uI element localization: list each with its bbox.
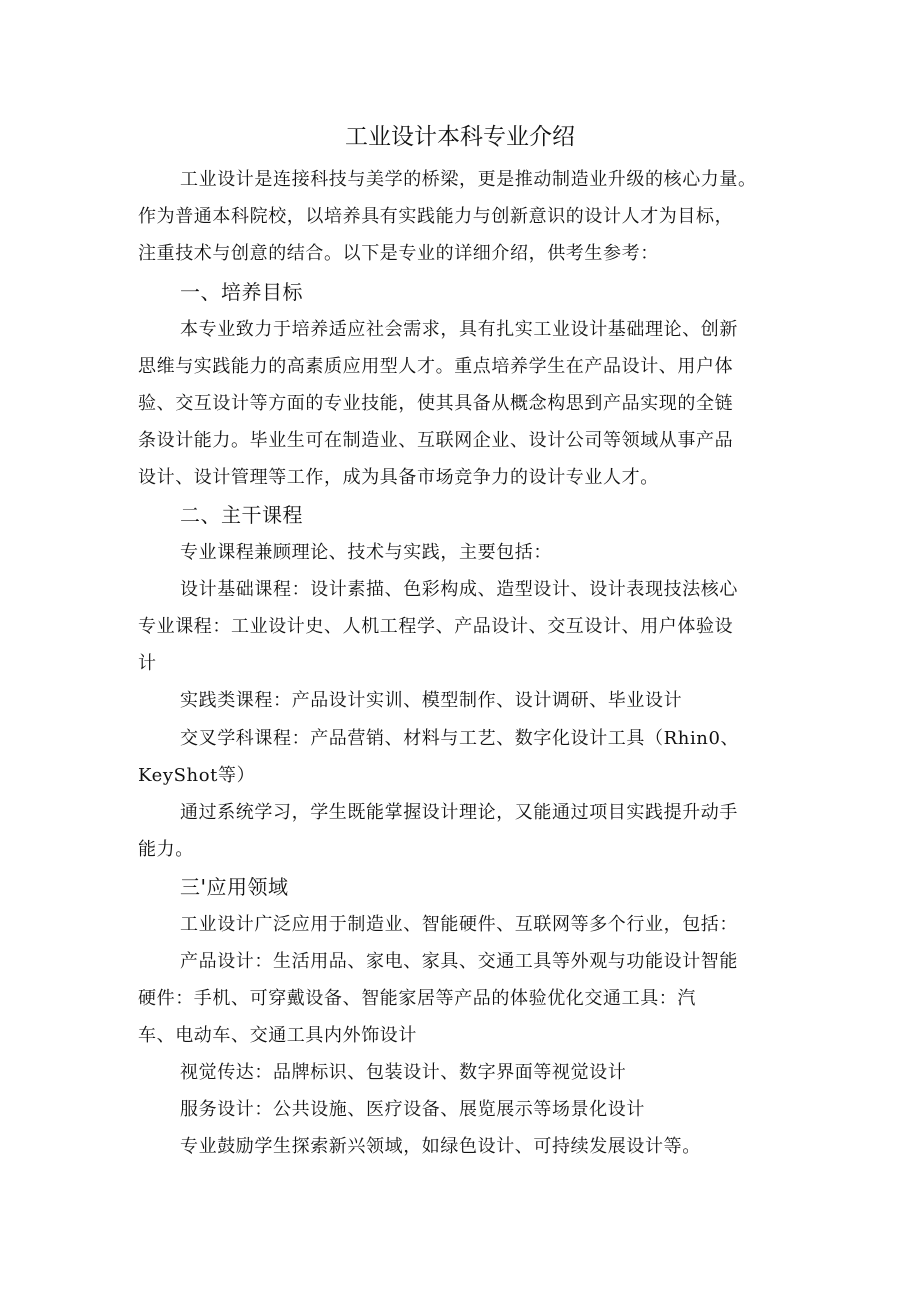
section2-line-9: 能力。: [138, 839, 194, 860]
section2-line-2: 设计基础课程：设计素描、色彩构成、造型设计、设计表现技法核心: [180, 579, 738, 600]
section-heading-training-goals: 一、培养目标: [180, 280, 303, 304]
section2-line-6: 交叉学科课程：产品营销、材料与工艺、数字化设计工具（Rhin0、: [180, 728, 740, 749]
section-heading-main-courses: 二、主干课程: [180, 503, 303, 527]
section2-line-7: KeyShot等）: [138, 765, 256, 786]
intro-line-2: 作为普通本科院校，以培养具有实践能力与创新意识的设计人才为目标，: [138, 206, 734, 227]
section2-line-1: 专业课程兼顾理论、技术与实践，主要包括：: [180, 542, 552, 563]
section2-line-5: 实践类课程：产品设计实训、模型制作、设计调研、毕业设计: [180, 690, 683, 711]
page-title: 工业设计本科专业介绍: [345, 124, 575, 150]
section3-line-6: 服务设计：公共设施、医疗设备、展览展示等场景化设计: [180, 1099, 645, 1120]
intro-line-3: 注重技术与创意的结合。以下是专业的详细介绍，供考生参考：: [138, 243, 659, 264]
section1-line-1: 本专业致力于培养适应社会需求，具有扎实工业设计基础理论、创新: [180, 319, 738, 340]
section3-line-4: 车、电动车、交通工具内外饰设计: [138, 1025, 417, 1046]
section3-line-1: 工业设计广泛应用于制造业、智能硬件、互联网等多个行业，包括：: [180, 914, 738, 935]
section3-line-7: 专业鼓励学生探索新兴领域，如绿色设计、可持续发展设计等。: [180, 1136, 701, 1157]
section3-line-5: 视觉传达：品牌标识、包装设计、数字界面等视觉设计: [180, 1062, 627, 1083]
section2-line-8: 通过系统学习，学生既能掌握设计理论，又能通过项目实践提升动手: [180, 802, 738, 823]
section-heading-application-fields: 三'应用领域: [180, 875, 289, 899]
section3-line-2: 产品设计：生活用品、家电、家具、交通工具等外观与功能设计智能: [180, 951, 738, 972]
section1-line-3: 验、交互设计等方面的专业技能，使其具备从概念构思到产品实现的全链: [138, 393, 734, 414]
intro-line-1: 工业设计是连接科技与美学的桥梁，更是推动制造业升级的核心力量。: [180, 169, 757, 190]
section3-line-3: 硬件：手机、可穿戴设备、智能家居等产品的体验优化交通工具：汽: [138, 988, 696, 1009]
section1-line-2: 思维与实践能力的高素质应用型人才。重点培养学生在产品设计、用户体: [138, 356, 734, 377]
section1-line-5: 设计、设计管理等工作，成为具备市场竞争力的设计专业人才。: [138, 467, 659, 488]
section1-line-4: 条设计能力。毕业生可在制造业、互联网企业、设计公司等领域从事产品: [138, 430, 734, 451]
section2-line-3: 专业课程：工业设计史、人机工程学、产品设计、交互设计、用户体验设: [138, 616, 734, 637]
section2-line-4: 计: [138, 653, 157, 674]
